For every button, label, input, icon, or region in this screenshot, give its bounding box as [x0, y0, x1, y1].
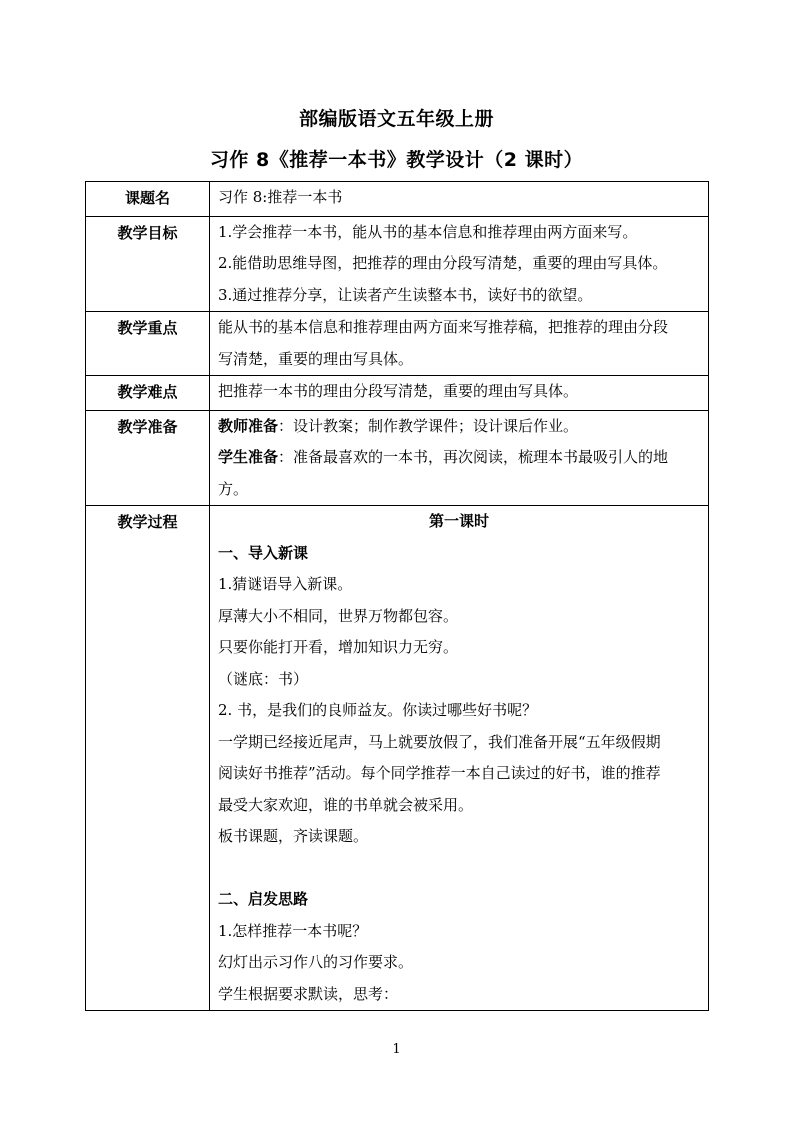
student-prep-text: ：准备最喜欢的一本书，再次阅读，梳理本书最吸引人的地	[278, 448, 669, 466]
section-heading: 一、导入新课	[218, 543, 309, 562]
focus-content	[210, 312, 709, 376]
focus-line: 写清楚，重要的理由写具体。	[218, 349, 414, 368]
page-number: 1	[392, 1042, 401, 1057]
process-line: 1.猜谜语导入新课。	[218, 575, 353, 593]
process-row	[86, 506, 709, 1011]
goals-label: 教学目标	[86, 216, 210, 312]
process-line: （谜底：书）	[218, 669, 309, 688]
difficulty-content	[210, 376, 709, 411]
goals-row	[86, 216, 709, 312]
process-label: 教学过程	[86, 506, 210, 1011]
prep-content	[210, 410, 709, 506]
focus-label: 教学重点	[86, 312, 210, 376]
document-title: 部编版语文五年级上册	[298, 108, 494, 130]
process-line: 板书课题，齐读课题。	[218, 827, 369, 845]
process-line: 厚薄大小不相同，世界万物都包容。	[218, 606, 459, 625]
goals-content	[210, 216, 709, 312]
process-line: 2. 书，是我们的良师益友。你读过哪些好书呢？	[218, 701, 538, 719]
prep-row	[86, 410, 709, 506]
difficulty-label: 教学难点	[86, 376, 210, 411]
lesson-heading: 第一课时	[428, 512, 489, 530]
topic-label: 课题名	[86, 182, 210, 217]
process-line: 幻灯出示习作八的习作要求。	[218, 953, 414, 971]
teacher-prep-line	[218, 411, 700, 443]
process-content	[210, 506, 709, 1011]
process-line: 只要你能打开看，增加知识力无穷。	[218, 638, 459, 656]
difficulty-row	[86, 376, 709, 411]
process-line: 一学期已经接近尾声，马上就要放假了，我们准备开展“五年级假期	[218, 732, 661, 751]
lesson-plan-table	[85, 181, 709, 1011]
student-prep-line	[218, 442, 700, 474]
section-heading: 二、启发思路	[218, 890, 309, 908]
teacher-prep-text: ：设计教案；制作教学课件；设计课后作业。	[278, 416, 579, 435]
process-line: 最受大家欢迎，谁的书单就会被采用。	[218, 795, 474, 814]
blank-line	[218, 853, 700, 885]
topic-row	[86, 182, 709, 217]
process-line: 阅读好书推荐”活动。每个同学推荐一本自己读过的好书，谁的推荐	[218, 764, 661, 782]
focus-line: 能从书的基本信息和推荐理由两方面来写推荐稿，把推荐的理由分段	[218, 318, 669, 336]
focus-row	[86, 312, 709, 376]
process-line: 1.怎样推荐一本书呢？	[218, 921, 368, 940]
goal-item: 2.能借助思维导图，把推荐的理由分段写清楚，重要的理由写具体。	[218, 254, 668, 272]
goal-item: 3.通过推荐分享，让读者产生读整本书，读好书的欲望。	[218, 285, 593, 304]
document-subtitle: 习作 8《推荐一本书》教学设计（2 课时）	[209, 149, 584, 171]
goal-item: 1.学会推荐一本书，能从书的基本信息和推荐理由两方面来写。	[218, 222, 638, 241]
prep-label: 教学准备	[86, 410, 210, 506]
student-prep-label: 学生准备	[218, 448, 279, 466]
process-line: 学生根据要求默读，思考：	[218, 984, 399, 1003]
student-prep-line-continued: 方。	[218, 479, 249, 498]
topic-value: 习作 8:推荐一本书	[210, 182, 709, 217]
difficulty-line: 把推荐一本书的理由分段写清楚，重要的理由写具体。	[218, 382, 579, 400]
teacher-prep-label: 教师准备	[218, 416, 279, 435]
